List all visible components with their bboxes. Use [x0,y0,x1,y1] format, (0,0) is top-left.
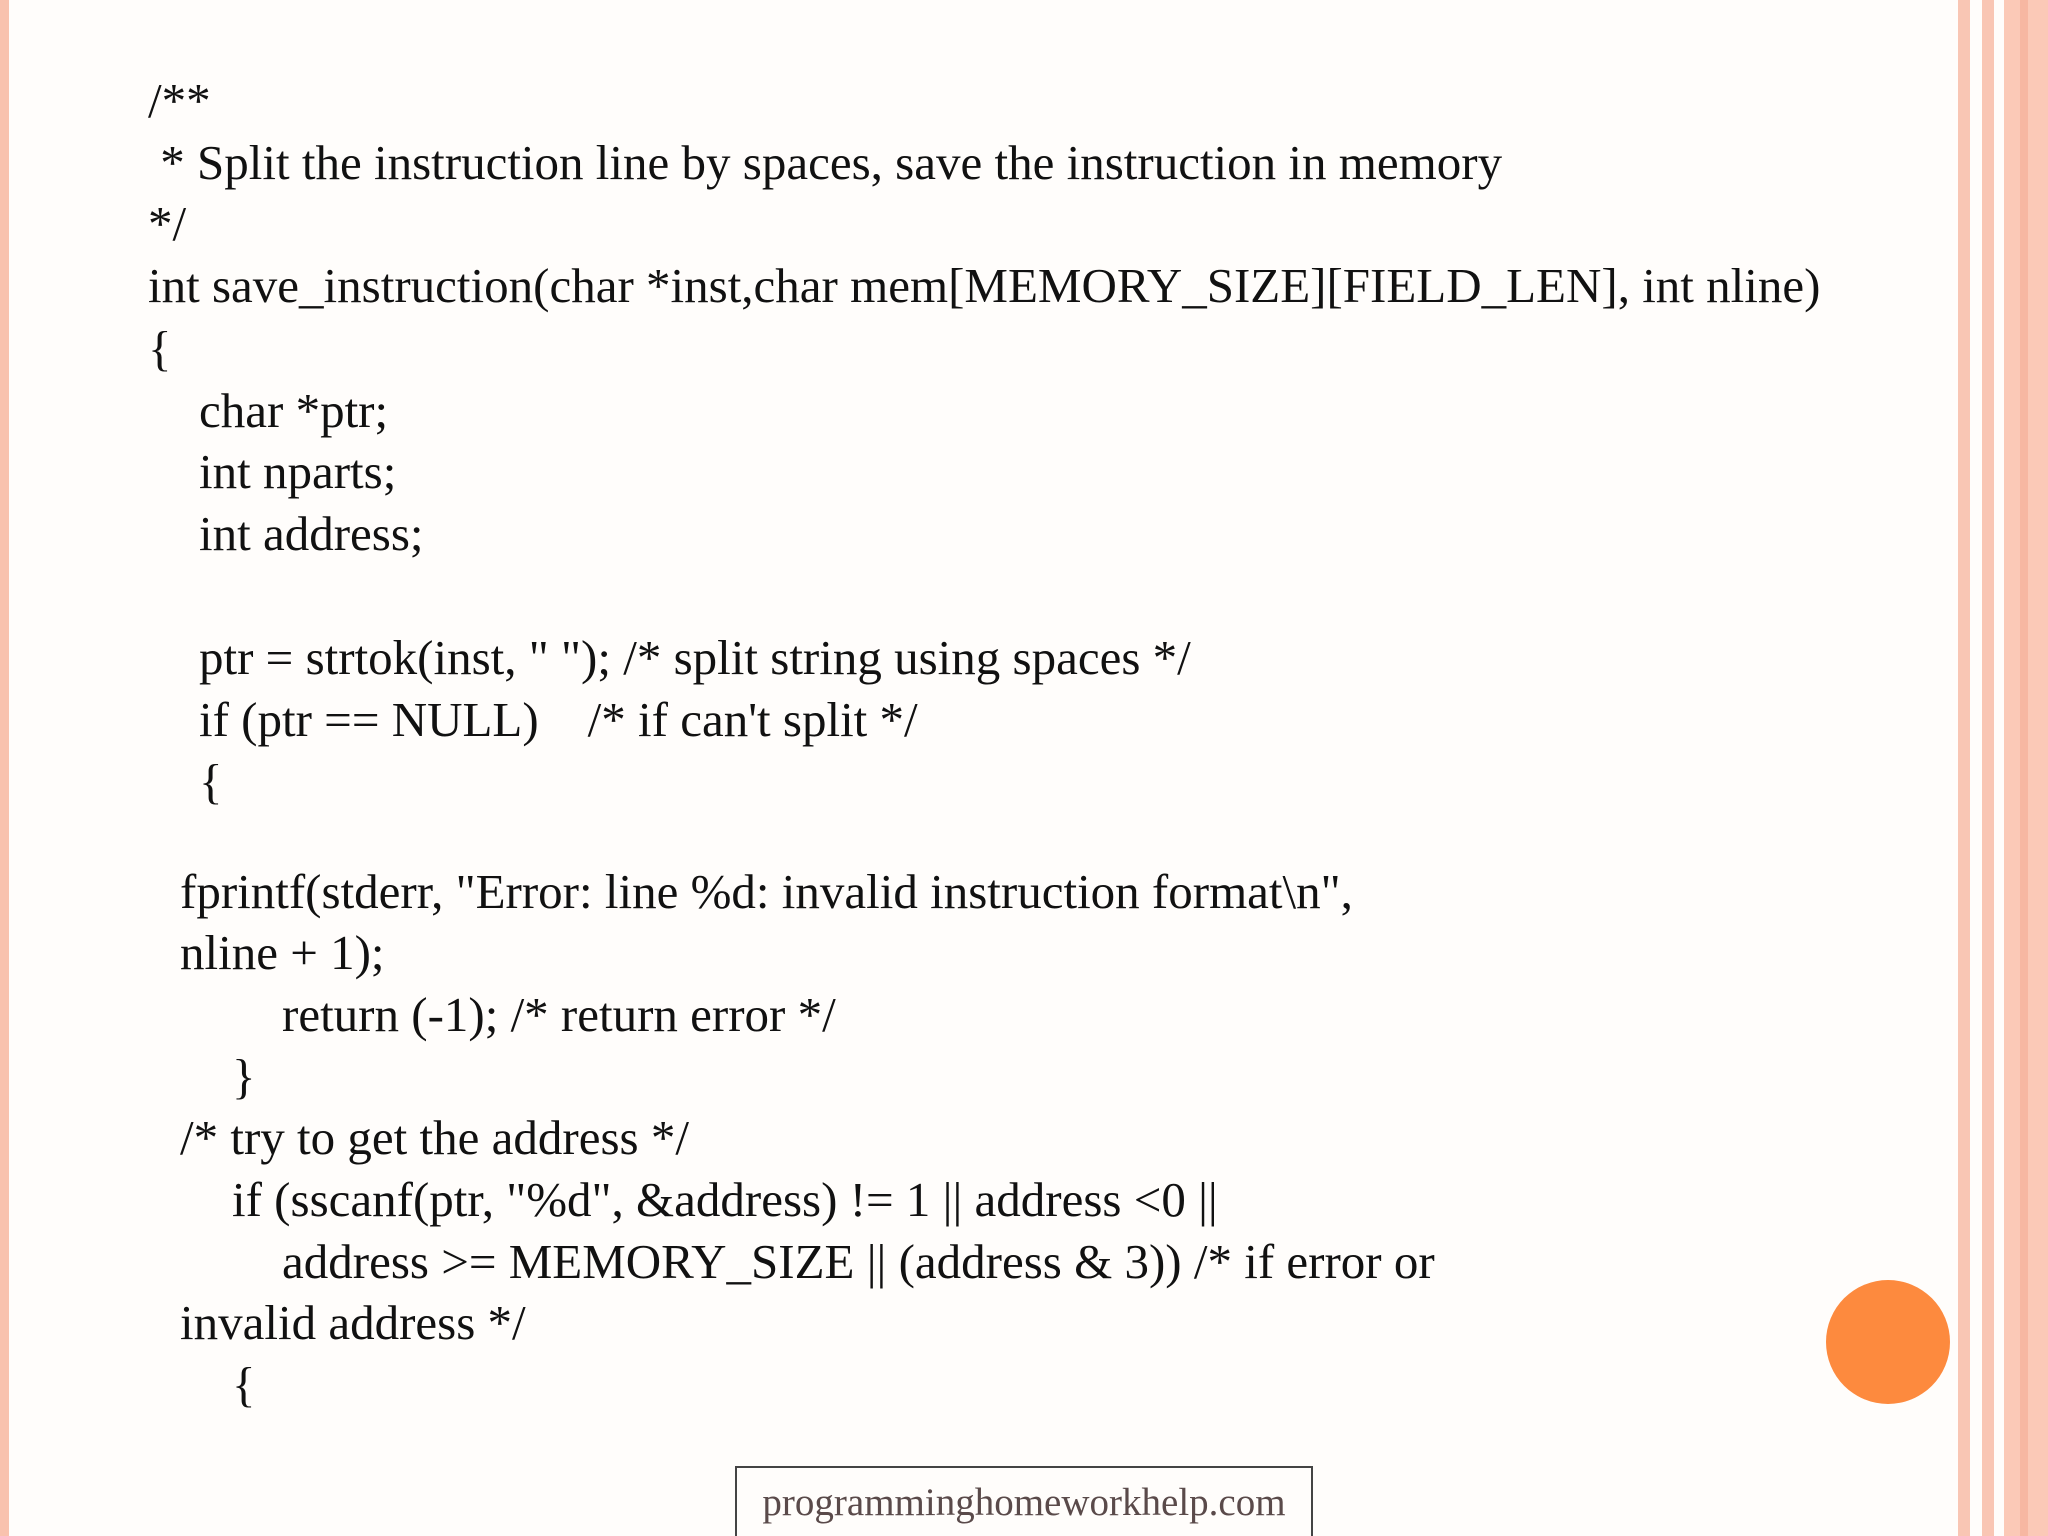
code-line: nline + 1); [180,925,385,980]
code-line: int save_instruction(char *inst,char mem[MEMORY_SIZE][FIELD_LEN], int nline) [148,258,1821,313]
code-line: address >= MEMORY_SIZE || (address & 3)) /* if error or [282,1234,1435,1289]
footer-website-text: programminghomeworkhelp.com [762,1480,1286,1524]
code-line: if (ptr == NULL) /* if can't split */ [199,692,918,747]
code-line: { [148,321,172,376]
code-line: char *ptr; [199,383,389,438]
code-line: fprintf(stderr, "Error: line %d: invalid instruction format\n", [180,864,1353,919]
code-line: if (sscanf(ptr, "%d", &address) != 1 || address <0 || [232,1172,1218,1227]
footer-watermark [735,1466,1313,1536]
code-line: /** [148,73,211,128]
code-line: { [199,754,223,809]
right-border-stripe [2020,0,2028,1536]
right-border-stripe [1982,0,1994,1536]
code-line: ptr = strtok(inst, " "); /* split string using spaces */ [199,630,1191,685]
orange-circle-decoration [1826,1280,1950,1404]
code-line: return (-1); /* return error */ [282,987,836,1042]
code-line: * Split the instruction line by spaces, save the instruction in memory [148,135,1503,190]
code-line: int nparts; [199,444,397,499]
code-line: int address; [199,506,424,561]
code-line: { [232,1357,256,1412]
code-line: } [232,1049,256,1104]
right-border-stripe [1958,0,1970,1536]
code-line: /* try to get the address */ [180,1110,689,1165]
code-line: */ [148,196,187,251]
code-line: invalid address */ [180,1295,526,1350]
